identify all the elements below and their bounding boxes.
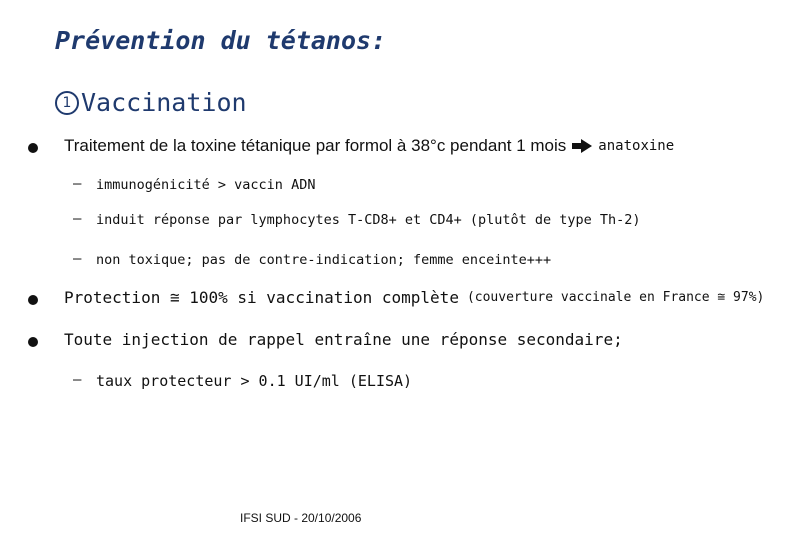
section-number: 1 <box>55 91 79 115</box>
section-label: Vaccination <box>81 88 247 117</box>
section-heading <box>55 88 247 117</box>
bullet-dot <box>28 143 38 153</box>
footer: IFSI SUD - 20/10/2006 <box>240 511 362 525</box>
sub-dash: – <box>73 372 82 388</box>
sub-dash: – <box>73 176 82 192</box>
bullet-result: anatoxine <box>598 138 675 154</box>
right-arrow-icon <box>572 139 592 153</box>
slide-title: Prévention du tétanos: <box>55 26 387 55</box>
subitem: non toxique; pas de contre-indication; femme enceinte+++ <box>96 252 552 268</box>
bullet-dot <box>28 295 38 305</box>
subitem: induit réponse par lymphocytes T-CD8+ et CD4+ (plutôt de type Th-2) <box>96 212 641 228</box>
bullet-dot <box>28 337 38 347</box>
subitem: immunogénicité > vaccin ADN <box>96 177 316 193</box>
sub-dash: – <box>73 251 82 267</box>
bullet-item-rappel: Toute injection de rappel entraîne une réponse secondaire; <box>64 330 623 349</box>
bullet-text: Traitement de la toxine tétanique par formol à 38°c pendant 1 mois <box>64 136 567 155</box>
sub-dash: – <box>73 211 82 227</box>
bullet-aside: (couverture vaccinale en France ≅ 97%) <box>466 290 765 305</box>
bullet-text: Protection ≅ 100% si vaccination complète <box>64 288 459 307</box>
bullet-item-treatment <box>64 136 674 156</box>
subitem: taux protecteur > 0.1 UI/ml (ELISA) <box>96 372 413 390</box>
bullet-item-protection <box>64 288 764 307</box>
